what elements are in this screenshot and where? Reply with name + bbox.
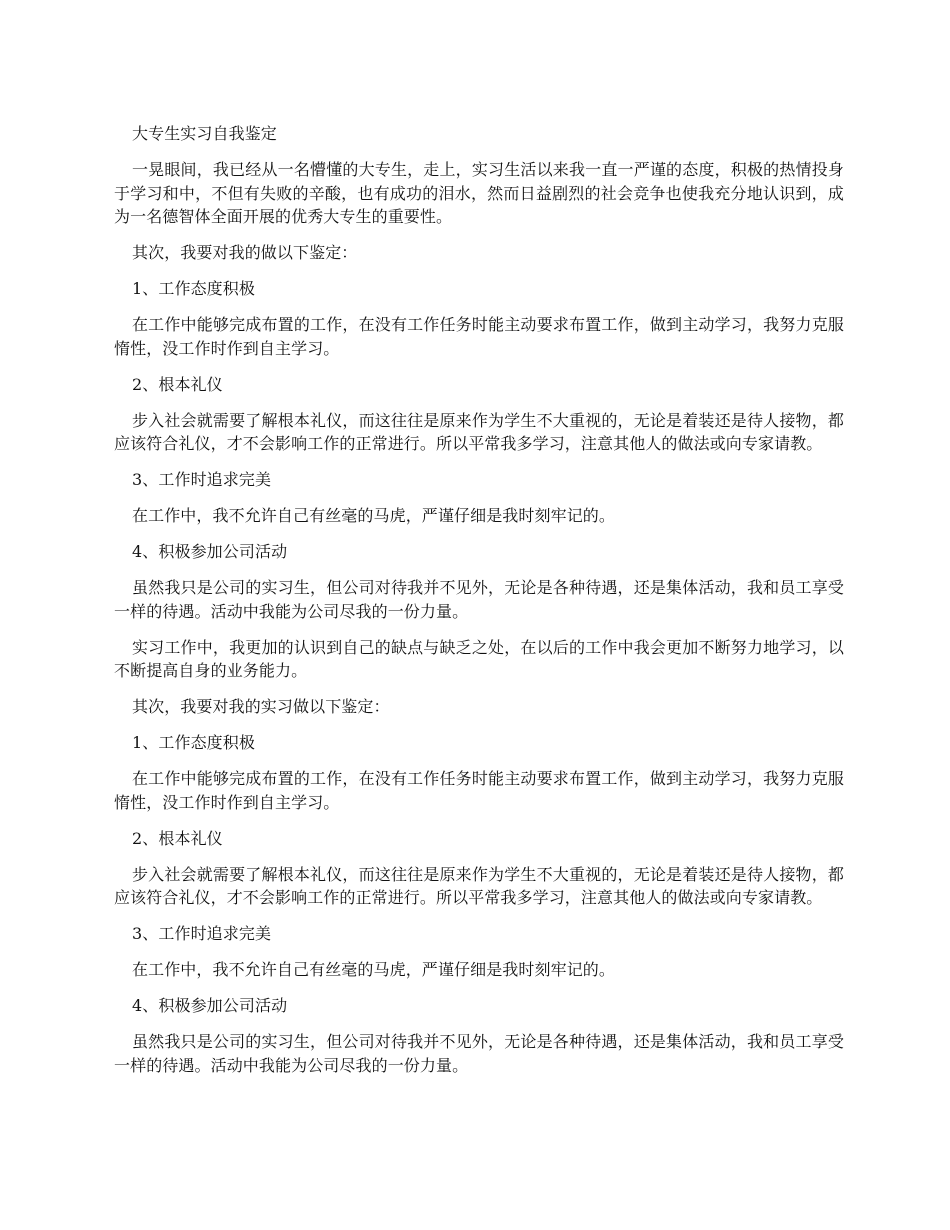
paragraph-perfection-2: 在工作中，我不允许自己有丝毫的马虎，严谨仔细是我时刻牢记的。 [132,960,616,979]
paragraph-etiquette-2: 步入社会就需要了解根本礼仪，而这往往是原来作为学生不大重视的，无论是着装还是待人接物，都应该符合礼仪，才不会影响工作的正常进行。所以平常我多学习，注意其他人的做法或向专家请教。 [114,864,844,907]
paragraph-perfection: 在工作中，我不允许自己有丝毫的马虎，严谨仔细是我时刻牢记的。 [132,506,616,525]
paragraph-appraisal-lead: 其次，我要对我的做以下鉴定： [132,243,358,262]
paragraph-etiquette: 步入社会就需要了解根本礼仪，而这往往是原来作为学生不大重视的，无论是着装还是待人接物，都应该符合礼仪，才不会影响工作的正常进行。所以平常我多学习，注意其他人的做法或向专家请教。 [114,410,844,453]
section-heading-perfection-2: 3、工作时追求完美 [132,924,272,943]
paragraph-activities: 虽然我只是公司的实习生，但公司对待我并不见外，无论是各种待遇，还是集体活动，我和员工享受一样的待遇。活动中我能为公司尽我的一份力量。 [114,578,844,621]
paragraph-reflection: 实习工作中，我更加的认识到自己的缺点与缺乏之处，在以后的工作中我会更加不断努力地学习，以不断提高自身的业务能力。 [114,637,844,680]
section-heading-etiquette: 2、根本礼仪 [132,374,223,394]
document-title: 大专生实习自我鉴定 [132,124,277,143]
section-heading-activities: 4、积极参加公司活动 [132,542,288,561]
paragraph-attitude-2: 在工作中能够完成布置的工作，在没有工作任务时能主动要求布置工作，做到主动学习，我努力克服惰性，没工作时作到自主学习。 [114,769,844,812]
document-page [114,122,844,1090]
section-heading-activities-2: 4、积极参加公司活动 [132,996,288,1015]
paragraph-attitude: 在工作中能够完成布置的工作，在没有工作任务时能主动要求布置工作，做到主动学习，我努力克服惰性，没工作时作到自主学习。 [114,315,844,358]
section-heading-etiquette-2: 2、根本礼仪 [132,828,223,848]
paragraph-intro: 一晃眼间，我已经从一名懵懂的大专生，走上，实习生活以来我一直一严谨的态度，积极的热情投身于学习和中，不但有失败的辛酸，也有成功的泪水，然而日益剧烈的社会竞争也使我充分地认识到，成为一名德智体全面开展的优秀大专生的重要性。 [114,160,844,226]
section-heading-attitude: 1、工作态度积极 [132,279,255,298]
section-heading-attitude-2: 1、工作态度积极 [132,733,255,752]
section-heading-perfection: 3、工作时追求完美 [132,470,272,489]
paragraph-activities-2: 虽然我只是公司的实习生，但公司对待我并不见外，无论是各种待遇，还是集体活动，我和员工享受一样的待遇。活动中我能为公司尽我的一份力量。 [114,1032,844,1075]
paragraph-appraisal-lead-2: 其次，我要对我的实习做以下鉴定： [132,697,390,716]
